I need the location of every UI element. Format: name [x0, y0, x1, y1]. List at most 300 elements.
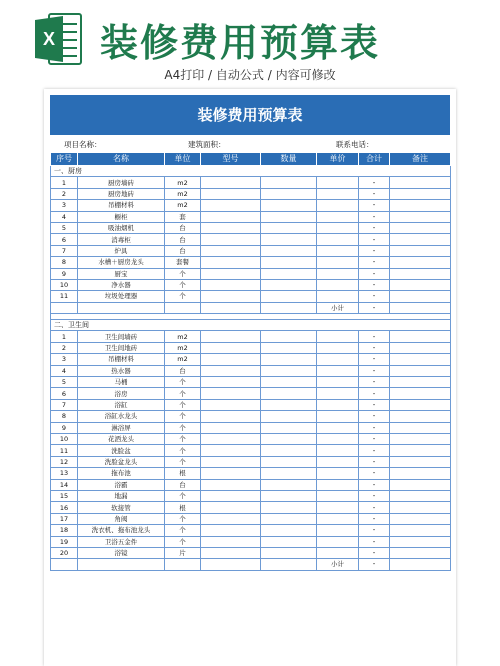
quantity-cell[interactable]: [261, 200, 317, 211]
table-row: [51, 365, 451, 376]
item-name: 浴缸: [78, 399, 165, 410]
item-name: 浴霸: [78, 479, 165, 490]
price-cell[interactable]: [317, 257, 359, 268]
total-cell: -: [359, 422, 390, 433]
model-cell[interactable]: [201, 200, 261, 211]
remark-cell[interactable]: [390, 525, 451, 536]
unit-cell: 个: [165, 388, 201, 399]
remark-cell[interactable]: [390, 268, 451, 279]
unit-cell: 个: [165, 399, 201, 410]
table-row: [51, 388, 451, 399]
quantity-cell[interactable]: [261, 433, 317, 444]
quantity-cell[interactable]: [261, 502, 317, 513]
total-cell: -: [359, 291, 390, 302]
item-name: 洗衣机、拖布池龙头: [78, 525, 165, 536]
quantity-cell[interactable]: [261, 525, 317, 536]
table-row: [51, 525, 451, 536]
col-header: 名称: [78, 153, 165, 166]
quantity-cell[interactable]: [261, 291, 317, 302]
row-number: 4: [51, 365, 78, 376]
unit-cell: 个: [165, 377, 201, 388]
subtotal-row: [51, 559, 451, 570]
price-cell[interactable]: [317, 268, 359, 279]
empty-cell: [201, 302, 261, 313]
table-row: [51, 354, 451, 365]
col-header: 单位: [165, 153, 201, 166]
section-title: 二、卫生间: [51, 320, 451, 331]
model-cell[interactable]: [201, 411, 261, 422]
col-header: 合计: [359, 153, 390, 166]
section-title: 一、厨房: [51, 166, 451, 177]
quantity-cell[interactable]: [261, 399, 317, 410]
table-row: [51, 479, 451, 490]
model-cell[interactable]: [201, 422, 261, 433]
remark-cell[interactable]: [390, 490, 451, 501]
promo-header: [0, 0, 500, 88]
remark-cell[interactable]: [390, 411, 451, 422]
table-row: [51, 211, 451, 222]
model-cell[interactable]: [201, 433, 261, 444]
section-header: [51, 166, 451, 177]
price-cell[interactable]: [317, 399, 359, 410]
row-number: 18: [51, 525, 78, 536]
unit-cell: 套: [165, 211, 201, 222]
remark-cell[interactable]: [390, 354, 451, 365]
model-cell[interactable]: [201, 513, 261, 524]
table-row: [51, 399, 451, 410]
total-cell: -: [359, 342, 390, 353]
unit-cell: 个: [165, 279, 201, 290]
empty-cell: [51, 559, 78, 570]
row-number: 5: [51, 222, 78, 233]
remark-cell[interactable]: [390, 188, 451, 199]
remark-cell[interactable]: [390, 291, 451, 302]
price-cell[interactable]: [317, 525, 359, 536]
item-name: 卫浴五金件: [78, 536, 165, 547]
total-cell: -: [359, 399, 390, 410]
price-cell[interactable]: [317, 513, 359, 524]
quantity-cell[interactable]: [261, 234, 317, 245]
item-name: 洗脸盆龙头: [78, 456, 165, 467]
model-cell[interactable]: [201, 268, 261, 279]
quantity-cell[interactable]: [261, 468, 317, 479]
unit-cell: m2: [165, 200, 201, 211]
model-cell[interactable]: [201, 211, 261, 222]
empty-cell: [51, 302, 78, 313]
contact-phone-label: 联系电话：: [336, 140, 374, 149]
quantity-cell[interactable]: [261, 211, 317, 222]
item-name: 洗脸盆: [78, 445, 165, 456]
empty-cell: [261, 302, 317, 313]
model-cell[interactable]: [201, 222, 261, 233]
item-name: 浴镜: [78, 547, 165, 558]
price-cell[interactable]: [317, 342, 359, 353]
remark-cell[interactable]: [390, 222, 451, 233]
item-name: 卫生间墙砖: [78, 331, 165, 342]
price-cell[interactable]: [317, 200, 359, 211]
row-number: 19: [51, 536, 78, 547]
total-cell: -: [359, 479, 390, 490]
unit-cell: m2: [165, 354, 201, 365]
model-cell[interactable]: [201, 245, 261, 256]
model-cell[interactable]: [201, 502, 261, 513]
unit-cell: 台: [165, 365, 201, 376]
unit-cell: 套餐: [165, 257, 201, 268]
row-number: 2: [51, 342, 78, 353]
row-number: 16: [51, 502, 78, 513]
row-number: 11: [51, 445, 78, 456]
empty-cell: [261, 559, 317, 570]
total-cell: -: [359, 268, 390, 279]
model-cell[interactable]: [201, 279, 261, 290]
total-cell: -: [359, 257, 390, 268]
item-name: 垃圾处理器: [78, 291, 165, 302]
quantity-cell[interactable]: [261, 513, 317, 524]
quantity-cell[interactable]: [261, 536, 317, 547]
remark-cell[interactable]: [390, 177, 451, 188]
remark-cell[interactable]: [390, 200, 451, 211]
price-cell[interactable]: [317, 536, 359, 547]
price-cell[interactable]: [317, 422, 359, 433]
unit-cell: 个: [165, 433, 201, 444]
model-cell[interactable]: [201, 468, 261, 479]
price-cell[interactable]: [317, 234, 359, 245]
remark-cell[interactable]: [390, 433, 451, 444]
quantity-cell[interactable]: [261, 222, 317, 233]
row-number: 1: [51, 331, 78, 342]
price-cell[interactable]: [317, 279, 359, 290]
model-cell[interactable]: [201, 354, 261, 365]
col-header: 型号: [201, 153, 261, 166]
remark-cell[interactable]: [390, 468, 451, 479]
item-name: 炉具: [78, 245, 165, 256]
quantity-cell[interactable]: [261, 479, 317, 490]
total-cell: -: [359, 188, 390, 199]
info-row: [50, 137, 450, 151]
quantity-cell[interactable]: [261, 547, 317, 558]
quantity-cell[interactable]: [261, 422, 317, 433]
price-cell[interactable]: [317, 331, 359, 342]
table-row: [51, 200, 451, 211]
price-cell[interactable]: [317, 468, 359, 479]
table-row: [51, 377, 451, 388]
item-name: 橱柜: [78, 211, 165, 222]
model-cell[interactable]: [201, 445, 261, 456]
row-number: 7: [51, 399, 78, 410]
price-cell[interactable]: [317, 479, 359, 490]
section-header: [51, 320, 451, 331]
price-cell[interactable]: [317, 211, 359, 222]
price-cell[interactable]: [317, 456, 359, 467]
item-name: 厨房墙砖: [78, 177, 165, 188]
quantity-cell[interactable]: [261, 354, 317, 365]
remark-cell[interactable]: [390, 257, 451, 268]
unit-cell: 个: [165, 268, 201, 279]
quantity-cell[interactable]: [261, 257, 317, 268]
model-cell[interactable]: [201, 547, 261, 558]
row-number: 3: [51, 354, 78, 365]
remark-cell[interactable]: [390, 342, 451, 353]
project-name-label: 项目名称：: [64, 140, 102, 149]
remark-cell[interactable]: [390, 234, 451, 245]
row-number: 9: [51, 422, 78, 433]
quantity-cell[interactable]: [261, 365, 317, 376]
total-cell: -: [359, 177, 390, 188]
remark-cell[interactable]: [390, 479, 451, 490]
subtotal-value: -: [359, 302, 390, 313]
budget-table: [50, 152, 451, 571]
row-number: 8: [51, 411, 78, 422]
total-cell: -: [359, 234, 390, 245]
item-name: 马桶: [78, 377, 165, 388]
table-row: [51, 291, 451, 302]
table-row: [51, 331, 451, 342]
table-row: [51, 490, 451, 501]
price-cell[interactable]: [317, 291, 359, 302]
row-number: 10: [51, 279, 78, 290]
row-number: 15: [51, 490, 78, 501]
empty-cell: [165, 302, 201, 313]
table-row: [51, 279, 451, 290]
empty-cell: [390, 559, 451, 570]
model-cell[interactable]: [201, 388, 261, 399]
table-row: [51, 456, 451, 467]
total-cell: -: [359, 354, 390, 365]
remark-cell[interactable]: [390, 245, 451, 256]
unit-cell: 根: [165, 468, 201, 479]
remark-cell[interactable]: [390, 547, 451, 558]
model-cell[interactable]: [201, 456, 261, 467]
total-cell: -: [359, 211, 390, 222]
model-cell[interactable]: [201, 234, 261, 245]
table-row: [51, 445, 451, 456]
table-row: [51, 234, 451, 245]
table-header: [51, 153, 451, 166]
unit-cell: 台: [165, 479, 201, 490]
item-name: 软接管: [78, 502, 165, 513]
remark-cell[interactable]: [390, 211, 451, 222]
item-name: 水槽＋厨房龙头: [78, 257, 165, 268]
row-number: 6: [51, 388, 78, 399]
col-header: 备注: [390, 153, 451, 166]
subtotal-label: 小计: [317, 302, 359, 313]
price-cell[interactable]: [317, 547, 359, 558]
table-row: [51, 245, 451, 256]
price-cell[interactable]: [317, 445, 359, 456]
quantity-cell[interactable]: [261, 331, 317, 342]
unit-cell: 个: [165, 411, 201, 422]
remark-cell[interactable]: [390, 365, 451, 376]
sheet-title: 装修费用预算表: [50, 95, 450, 135]
unit-cell: 根: [165, 502, 201, 513]
item-name: 热水器: [78, 365, 165, 376]
model-cell[interactable]: [201, 377, 261, 388]
total-cell: -: [359, 411, 390, 422]
model-cell[interactable]: [201, 365, 261, 376]
row-number: 14: [51, 479, 78, 490]
unit-cell: 个: [165, 513, 201, 524]
model-cell[interactable]: [201, 331, 261, 342]
row-number: 5: [51, 377, 78, 388]
quantity-cell[interactable]: [261, 388, 317, 399]
total-cell: -: [359, 445, 390, 456]
remark-cell[interactable]: [390, 456, 451, 467]
quantity-cell[interactable]: [261, 279, 317, 290]
model-cell[interactable]: [201, 479, 261, 490]
remark-cell[interactable]: [390, 279, 451, 290]
total-cell: -: [359, 547, 390, 558]
total-cell: -: [359, 513, 390, 524]
item-name: 地漏: [78, 490, 165, 501]
price-cell[interactable]: [317, 365, 359, 376]
remark-cell[interactable]: [390, 502, 451, 513]
remark-cell[interactable]: [390, 399, 451, 410]
item-name: 厨房地砖: [78, 188, 165, 199]
quantity-cell[interactable]: [261, 411, 317, 422]
unit-cell: m2: [165, 331, 201, 342]
model-cell[interactable]: [201, 188, 261, 199]
col-header: 序号: [51, 153, 78, 166]
model-cell[interactable]: [201, 177, 261, 188]
unit-cell: 个: [165, 490, 201, 501]
item-name: 浴缸水龙头: [78, 411, 165, 422]
remark-cell[interactable]: [390, 536, 451, 547]
total-cell: -: [359, 456, 390, 467]
unit-cell: 台: [165, 222, 201, 233]
quantity-cell[interactable]: [261, 268, 317, 279]
table-row: [51, 502, 451, 513]
row-number: 10: [51, 433, 78, 444]
item-name: 厨宝: [78, 268, 165, 279]
table-row: [51, 268, 451, 279]
table-row: [51, 422, 451, 433]
unit-cell: 片: [165, 547, 201, 558]
empty-cell: [78, 559, 165, 570]
remark-cell[interactable]: [390, 445, 451, 456]
remark-cell[interactable]: [390, 422, 451, 433]
row-number: 12: [51, 456, 78, 467]
model-cell[interactable]: [201, 525, 261, 536]
price-cell[interactable]: [317, 377, 359, 388]
quantity-cell[interactable]: [261, 342, 317, 353]
subtotal-row: [51, 302, 451, 313]
quantity-cell[interactable]: [261, 188, 317, 199]
price-cell[interactable]: [317, 245, 359, 256]
price-cell[interactable]: [317, 502, 359, 513]
row-number: 9: [51, 268, 78, 279]
price-cell[interactable]: [317, 433, 359, 444]
item-name: 花洒龙头: [78, 433, 165, 444]
table-row: [51, 468, 451, 479]
unit-cell: m2: [165, 177, 201, 188]
quantity-cell[interactable]: [261, 245, 317, 256]
price-cell[interactable]: [317, 354, 359, 365]
quantity-cell[interactable]: [261, 377, 317, 388]
row-number: 17: [51, 513, 78, 524]
row-number: 1: [51, 177, 78, 188]
quantity-cell[interactable]: [261, 177, 317, 188]
item-name: 角阀: [78, 513, 165, 524]
row-number: 11: [51, 291, 78, 302]
unit-cell: 个: [165, 536, 201, 547]
total-cell: -: [359, 279, 390, 290]
price-cell[interactable]: [317, 222, 359, 233]
model-cell[interactable]: [201, 257, 261, 268]
table-row: [51, 536, 451, 547]
remark-cell[interactable]: [390, 331, 451, 342]
promo-title: 装修费用预算表: [100, 21, 381, 65]
table-row: [51, 547, 451, 558]
row-number: 6: [51, 234, 78, 245]
price-cell[interactable]: [317, 411, 359, 422]
table-row: [51, 411, 451, 422]
price-cell[interactable]: [317, 188, 359, 199]
total-cell: -: [359, 331, 390, 342]
remark-cell[interactable]: [390, 388, 451, 399]
row-number: 3: [51, 200, 78, 211]
remark-cell[interactable]: [390, 377, 451, 388]
table-row: [51, 342, 451, 353]
subtotal-label: 小计: [317, 559, 359, 570]
spreadsheet-page: [44, 89, 456, 666]
model-cell[interactable]: [201, 490, 261, 501]
item-name: 浴房: [78, 388, 165, 399]
row-number: 7: [51, 245, 78, 256]
total-cell: -: [359, 525, 390, 536]
empty-cell: [201, 559, 261, 570]
total-cell: -: [359, 365, 390, 376]
unit-cell: 个: [165, 456, 201, 467]
total-cell: -: [359, 222, 390, 233]
col-header: 单价: [317, 153, 359, 166]
row-number: 20: [51, 547, 78, 558]
model-cell[interactable]: [201, 536, 261, 547]
price-cell[interactable]: [317, 388, 359, 399]
row-number: 4: [51, 211, 78, 222]
row-number: 2: [51, 188, 78, 199]
total-cell: -: [359, 388, 390, 399]
item-name: 吊棚材料: [78, 354, 165, 365]
quantity-cell[interactable]: [261, 445, 317, 456]
total-cell: -: [359, 377, 390, 388]
price-cell[interactable]: [317, 490, 359, 501]
quantity-cell[interactable]: [261, 490, 317, 501]
row-number: 8: [51, 257, 78, 268]
quantity-cell[interactable]: [261, 456, 317, 467]
price-cell[interactable]: [317, 177, 359, 188]
unit-cell: 台: [165, 245, 201, 256]
empty-cell: [165, 559, 201, 570]
item-name: 拖布池: [78, 468, 165, 479]
unit-cell: 个: [165, 422, 201, 433]
promo-subtitle: A4打印 / 自动公式 / 内容可修改: [164, 68, 336, 82]
table-row: [51, 177, 451, 188]
subtotal-value: -: [359, 559, 390, 570]
table-row: [51, 513, 451, 524]
model-cell[interactable]: [201, 342, 261, 353]
remark-cell[interactable]: [390, 513, 451, 524]
table-row: [51, 433, 451, 444]
row-number: 13: [51, 468, 78, 479]
empty-cell: [390, 302, 451, 313]
model-cell[interactable]: [201, 291, 261, 302]
excel-letter: X: [42, 29, 56, 49]
table-row: [51, 222, 451, 233]
model-cell[interactable]: [201, 399, 261, 410]
total-cell: -: [359, 502, 390, 513]
total-cell: -: [359, 245, 390, 256]
col-header: 数量: [261, 153, 317, 166]
